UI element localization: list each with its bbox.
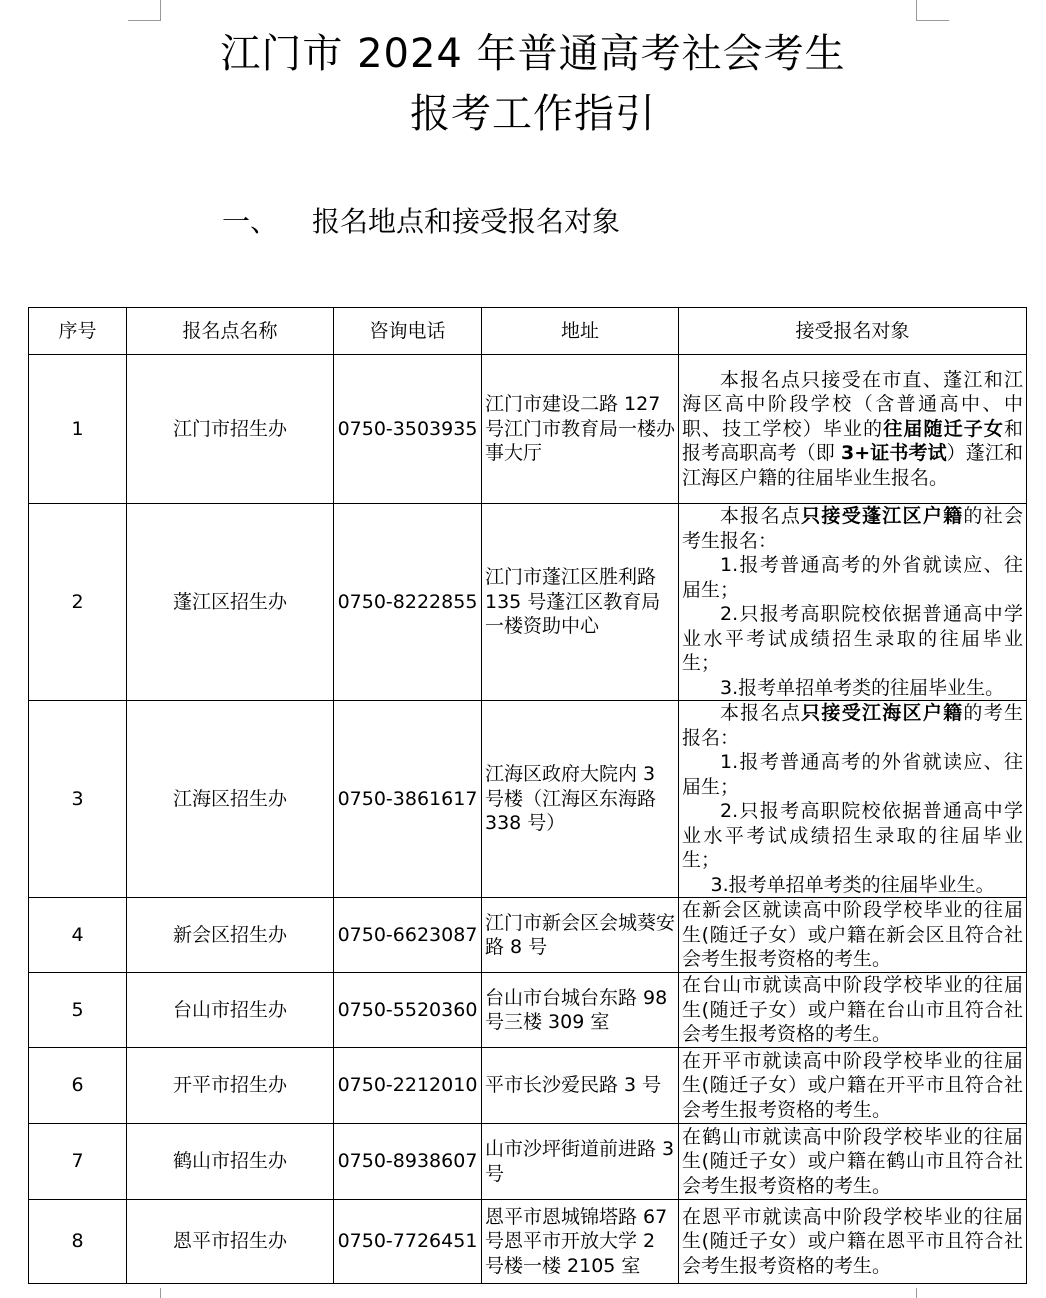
table-row (29, 1124, 1027, 1200)
row-no: 2 (29, 504, 127, 701)
row-address: 江海区政府大院内 3 号楼（江海区东海路 338 号） (482, 701, 679, 898)
row-no: 1 (29, 355, 127, 504)
row-phone: 0750-3503935 (334, 355, 482, 504)
table-row (29, 1048, 1027, 1124)
row-address: 江门市建设二路 127 号江门市教育局一楼办事大厅 (482, 355, 679, 504)
target-item: 1.报考普通高考的外省就读应、往届生； (682, 554, 1023, 601)
row-target: 在新会区就读高中阶段学校毕业的往届生(随迁子女）或户籍在新会区且符合社会考生报考资格的考生。 (679, 898, 1027, 973)
table-row (29, 504, 1027, 701)
row-address: 恩平市恩城锦塔路 67 号恩平市开放大学 2 号楼一楼 2105 室 (482, 1200, 679, 1284)
header-address: 地址 (482, 308, 679, 355)
row-office-name: 鹤山市招生办 (127, 1124, 334, 1200)
target-item: 1.报考普通高考的外省就读应、往届生； (682, 751, 1023, 798)
header-no: 序号 (29, 308, 127, 355)
row-target (679, 701, 1027, 898)
target-emphasis: 3+证书考试 (841, 442, 947, 465)
row-office-name: 开平市招生办 (127, 1048, 334, 1124)
section-title: 报名地点和接受报名对象 (312, 205, 621, 238)
row-target (679, 355, 1027, 504)
row-address: 台山市台城台东路 98 号三楼 309 室 (482, 973, 679, 1048)
row-target: 在鹤山市就读高中阶段学校毕业的往届生(随迁子女）或户籍在鹤山市且符合社会考生报考资格的考生。 (679, 1124, 1027, 1200)
row-phone: 0750-5520360 (334, 973, 482, 1048)
crop-mark-top-left (128, 0, 161, 21)
section-number: 一、 (222, 205, 279, 238)
row-no: 7 (29, 1124, 127, 1200)
row-target: 在开平市就读高中阶段学校毕业的往届生(随迁子女）或户籍在开平市且符合社会考生报考资格的考生。 (679, 1048, 1027, 1124)
row-phone: 0750-8222855 (334, 504, 482, 701)
row-target: 在恩平市就读高中阶段学校毕业的往届生(随迁子女）或户籍在恩平市且符合社会考生报考资格的考生。 (679, 1200, 1027, 1284)
table-row (29, 898, 1027, 973)
row-address: 江门市蓬江区胜利路 135 号蓬江区教育局一楼资助中心 (482, 504, 679, 701)
crop-mark-top-right (916, 0, 949, 21)
row-no: 3 (29, 701, 127, 898)
row-phone: 0750-2212010 (334, 1048, 482, 1124)
table-row (29, 973, 1027, 1048)
row-address: 山市沙坪街道前进路 3 号 (482, 1124, 679, 1200)
row-no: 6 (29, 1048, 127, 1124)
row-office-name: 蓬江区招生办 (127, 504, 334, 701)
target-emphasis: 只接受江海区户籍 (801, 702, 964, 724)
table-row (29, 355, 1027, 504)
table-row (29, 701, 1027, 898)
header-target: 接受报名对象 (679, 308, 1027, 355)
row-office-name: 新会区招生办 (127, 898, 334, 973)
target-text: ）蓬江和江海区户籍的往届毕业生报名。 (682, 442, 1023, 489)
row-target: 在台山市就读高中阶段学校毕业的往届生(随迁子女）或户籍在台山市且符合社会考生报考资格的考生。 (679, 973, 1027, 1048)
target-emphasis: 只接受蓬江区户籍 (801, 505, 964, 527)
target-text: 本报名点只接受在市直、蓬江和江海区高中阶段学校（含普通高中、中职、技工学校）毕业的 (682, 368, 1023, 440)
header-name: 报名点名称 (127, 308, 334, 355)
target-item: 2.只报考高职院校依据普通高中学业水平考试成绩招生录取的往届毕业生； (682, 603, 1023, 674)
target-text: 的社会考生报名： (682, 505, 1023, 552)
target-item: 2.只报考高职院校依据普通高中学业水平考试成绩招生录取的往届毕业生； (682, 800, 1023, 871)
row-office-name: 恩平市招生办 (127, 1200, 334, 1284)
row-address: 平市长沙爱民路 3 号 (482, 1048, 679, 1124)
target-text: 的考生报名： (682, 702, 1023, 749)
crop-mark-bottom-right (916, 1288, 949, 1298)
target-item: 3.报考单招单考类的往届毕业生。 (710, 873, 995, 896)
row-office-name: 台山市招生办 (127, 973, 334, 1048)
page-title-line2: 报考工作指引 (410, 91, 656, 137)
target-item: 3.报考单招单考类的往届毕业生。 (720, 676, 1005, 699)
table-row (29, 1200, 1027, 1284)
target-text: 和报考高职高考（即 (682, 417, 1023, 465)
row-office-name: 江门市招生办 (127, 355, 334, 504)
table-header-row (29, 308, 1027, 355)
crop-mark-bottom-left (128, 1288, 161, 1298)
row-office-name: 江海区招生办 (127, 701, 334, 898)
row-phone: 0750-7726451 (334, 1200, 482, 1284)
registration-table (28, 307, 1027, 1284)
row-no: 4 (29, 898, 127, 973)
row-address: 江门市新会区会城葵安路 8 号 (482, 898, 679, 973)
row-phone: 0750-3861617 (334, 701, 482, 898)
header-phone: 咨询电话 (334, 308, 482, 355)
row-phone: 0750-8938607 (334, 1124, 482, 1200)
page-title-line1: 江门市 2024 年普通高考社会考生 (220, 31, 846, 77)
row-no: 8 (29, 1200, 127, 1284)
row-target (679, 504, 1027, 701)
target-text: 本报名点 (720, 505, 802, 527)
target-emphasis: 往届随迁子女 (883, 417, 1004, 440)
section-heading (222, 200, 620, 244)
row-no: 5 (29, 973, 127, 1048)
target-text: 本报名点 (720, 702, 802, 724)
row-phone: 0750-6623087 (334, 898, 482, 973)
